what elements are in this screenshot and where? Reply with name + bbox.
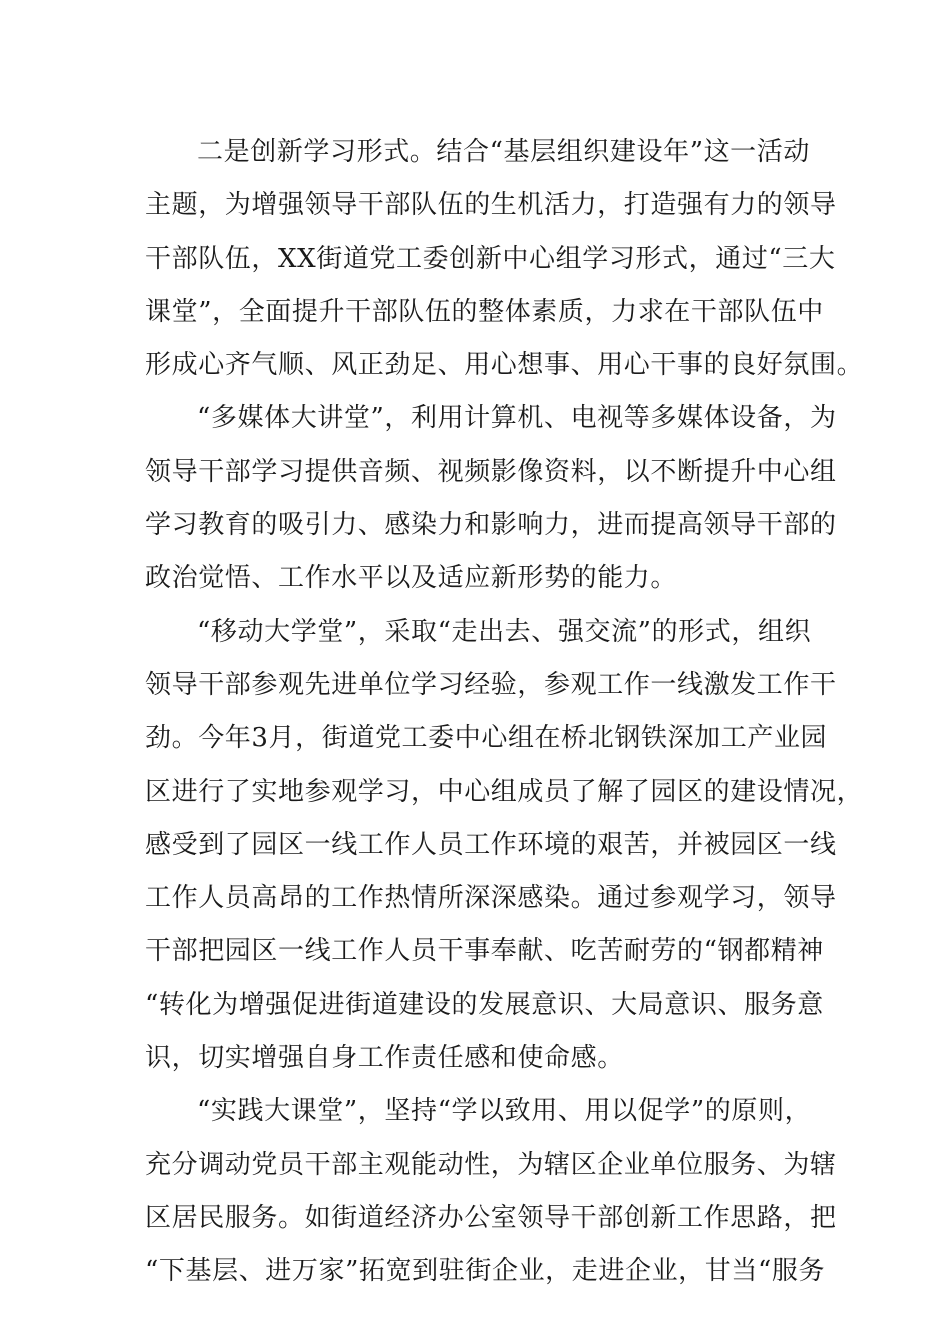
text-line: 课堂”，全面提升干部队伍的整体素质，力求在干部队伍中 <box>145 296 824 327</box>
text-line: “转化为增强促进街道建设的发展意识、大局意识、服务意 <box>145 989 824 1020</box>
text-line: 充分调动党员干部主观能动性，为辖区企业单位服务、为辖 <box>145 1149 837 1180</box>
text-line: 领导干部参观先进单位学习经验，参观工作一线激发工作干 <box>145 669 837 700</box>
text-line: 区居民服务。如街道经济办公室领导干部创新工作思路，把 <box>145 1202 837 1233</box>
text-line: 感受到了园区一线工作人员工作环境的艰苦，并被园区一线 <box>145 829 837 860</box>
text-line: “实践大课堂”，坚持“学以致用、用以促学”的原则， <box>197 1096 812 1127</box>
document-body <box>145 126 864 1299</box>
text-line: 区进行了实地参观学习，中心组成员了解了园区的建设情况， <box>145 776 864 807</box>
text-line: “多媒体大讲堂”，利用计算机、电视等多媒体设备，为 <box>197 403 837 434</box>
text-line: 工作人员高昂的工作热情所深深感染。通过参观学习，领导 <box>145 883 837 914</box>
text-line: “下基层、进万家”拓宽到驻街企业，走进企业，甘当“服务 <box>145 1256 826 1287</box>
text-line: 主题，为增强领导干部队伍的生机活力，打造强有力的领导 <box>145 190 837 221</box>
text-line: 劲。今年3月，街道党工委中心组在桥北钢铁深加工产业园 <box>145 723 828 754</box>
text-line: 识，切实增强自身工作责任感和使命感。 <box>145 1043 624 1074</box>
text-line: 政治觉悟、工作水平以及适应新形势的能力。 <box>145 563 678 594</box>
text-line: 干部把园区一线工作人员干事奉献、吃苦耐劳的“钢都精神 <box>145 936 824 967</box>
text-line: “移动大学堂”，采取“走出去、强交流”的形式，组织 <box>197 616 812 647</box>
text-line: 学习教育的吸引力、感染力和影响力，进而提高领导干部的 <box>145 510 837 541</box>
text-line: 形成心齐气顺、风正劲足、用心想事、用心干事的良好氛围。 <box>145 350 864 381</box>
text-line: 领导干部学习提供音频、视频影像资料，以不断提升中心组 <box>145 456 837 487</box>
text-line: 干部队伍，XX街道党工委创新中心组学习形式，通过“三大 <box>145 243 836 274</box>
text-line: 二是创新学习形式。结合“基层组织建设年”这一活动 <box>197 137 810 167</box>
